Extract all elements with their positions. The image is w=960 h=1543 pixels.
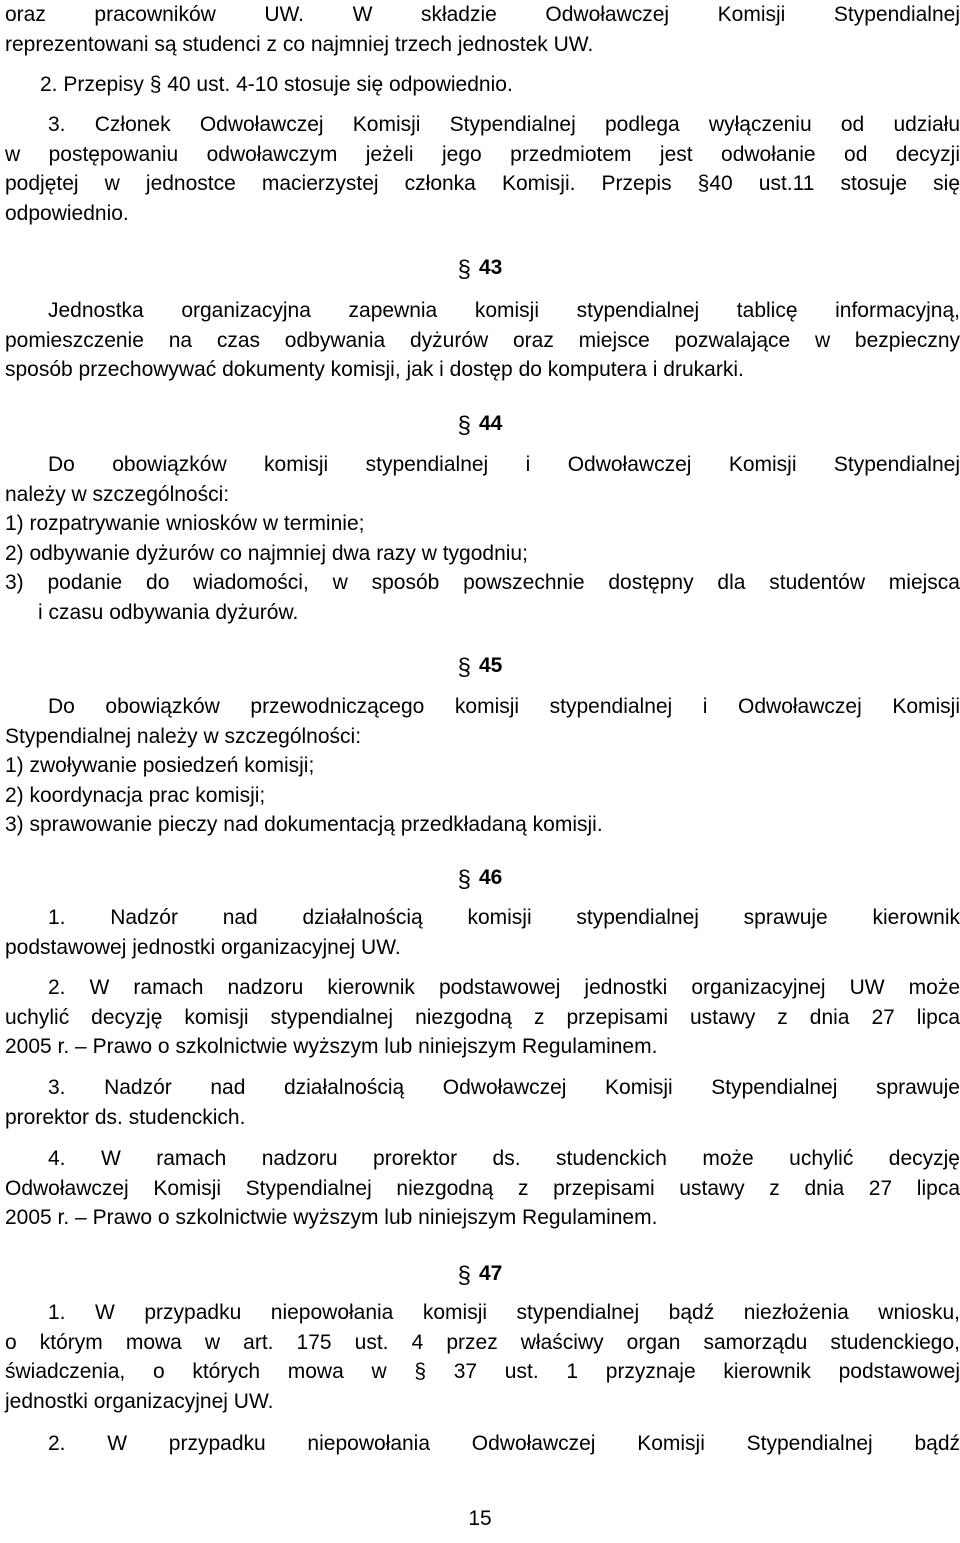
text-line: 2. Przepisy § 40 ust. 4-10 stosuje się odpowiednio. bbox=[40, 73, 513, 96]
text-line: podstawowej jednostki organizacyjnej UW. bbox=[5, 935, 401, 959]
text-line: reprezentowani są studenci z co najmniej trzech jednostek UW. bbox=[5, 32, 594, 56]
text-line: Do obowiązków komisji stypendialnej i Odwoławczej Komisji Stypendialnej bbox=[48, 453, 960, 476]
text-line: 2005 r. – Prawo o szkolnictwie wyższym lub niniejszym Regulaminem. bbox=[5, 1206, 658, 1229]
paragraph-46-4 bbox=[5, 1144, 960, 1233]
section-symbol: § bbox=[457, 412, 471, 439]
text-line: należy w szczególności: bbox=[5, 482, 230, 506]
paragraph-intro-3 bbox=[5, 110, 960, 228]
list-item: 3) sprawowanie pieczy nad dokumentacją przedkładaną komisji. bbox=[5, 813, 603, 836]
section-symbol: § bbox=[457, 866, 471, 893]
section-number: 45 bbox=[479, 654, 503, 677]
paragraph-47-1 bbox=[5, 1298, 960, 1416]
list-item: 2) odbywanie dyżurów co najmniej dwa razy w tygodniu; bbox=[5, 541, 528, 565]
text-line: oraz pracowników UW. W składzie Odwoławczej Komisji Stypendialnej bbox=[5, 3, 960, 26]
section-heading-45 bbox=[0, 650, 960, 681]
paragraph-46-1 bbox=[5, 903, 960, 962]
paragraph-43 bbox=[5, 296, 960, 385]
page-number: 15 bbox=[468, 1507, 492, 1530]
section-heading-43 bbox=[0, 252, 960, 283]
paragraph-47-2 bbox=[5, 1429, 960, 1459]
text-line: sposób przechowywać dokumenty komisji, jak i dostęp do komputera i drukarki. bbox=[5, 358, 744, 381]
text-line: 3. Nadzór nad działalnością Odwoławczej Komisji Stypendialnej sprawuje bbox=[48, 1076, 960, 1099]
section-heading-44 bbox=[0, 408, 960, 439]
text-line: jednostki organizacyjnej UW. bbox=[5, 1389, 274, 1413]
text-line: Do obowiązków przewodniczącego komisji stypendialnej i Odwoławczej Komisji bbox=[48, 695, 960, 718]
paragraph-intro-2 bbox=[40, 70, 940, 100]
text-line: Jednostka organizacyjna zapewnia komisji stypendialnej tablicę informacyjną, bbox=[48, 299, 960, 322]
text-line: 3. Członek Odwoławczej Komisji Stypendialnej podlega wyłączeniu od udziału bbox=[48, 113, 960, 136]
list-item: 1) rozpatrywanie wniosków w terminie; bbox=[5, 512, 365, 535]
text-line: 2. W przypadku niepowołania Odwoławczej Komisji Stypendialnej bądź bbox=[48, 1432, 960, 1455]
list-item-continuation: i czasu odbywania dyżurów. bbox=[38, 600, 299, 624]
text-line: odpowiednio. bbox=[5, 201, 129, 225]
text-line: pomieszczenie na czas odbywania dyżurów oraz miejsce pozwalające w bezpieczny bbox=[5, 328, 960, 352]
section-heading-46 bbox=[0, 862, 960, 893]
section-symbol: § bbox=[457, 256, 471, 283]
text-line: 2. W ramach nadzoru kierownik podstawowej jednostki organizacyjnej UW może bbox=[48, 976, 960, 999]
list-item: 1) zwoływanie posiedzeń komisji; bbox=[5, 754, 315, 777]
paragraph-46-3 bbox=[5, 1073, 960, 1132]
paragraph-46-2 bbox=[5, 973, 960, 1062]
section-number: 46 bbox=[479, 866, 503, 889]
text-line: 1. Nadzór nad działalnością komisji stypendialnej sprawuje kierownik bbox=[48, 906, 960, 929]
section-symbol: § bbox=[457, 654, 471, 681]
paragraph-45 bbox=[5, 692, 960, 840]
text-line: świadczenia, o których mowa w § 37 ust. 1 przyznaje kierownik podstawowej bbox=[5, 1360, 960, 1383]
text-line: uchylić decyzję komisji stypendialnej niezgodną z przepisami ustawy z dnia 27 lipca bbox=[5, 1005, 960, 1029]
paragraph-intro bbox=[5, 0, 960, 59]
section-heading-47 bbox=[0, 1258, 960, 1289]
text-line: w postępowaniu odwoławczym jeżeli jego przedmiotem jest odwołanie od decyzji bbox=[5, 142, 960, 166]
list-item: 2) koordynacja prac komisji; bbox=[5, 783, 266, 807]
list-item: 3) podanie do wiadomości, w sposób powszechnie dostępny dla studentów miejsca bbox=[5, 571, 960, 594]
section-symbol: § bbox=[457, 1262, 471, 1289]
text-line: 1. W przypadku niepowołania komisji stypendialnej bądź niezłożenia wniosku, bbox=[48, 1301, 960, 1324]
text-line: 2005 r. – Prawo o szkolnictwie wyższym lub niniejszym Regulaminem. bbox=[5, 1035, 658, 1058]
text-line: prorektor ds. studenckich. bbox=[5, 1105, 246, 1129]
section-number: 44 bbox=[479, 412, 503, 435]
text-line: Odwoławczej Komisji Stypendialnej niezgodną z przepisami ustawy z dnia 27 lipca bbox=[5, 1176, 960, 1200]
section-number: 47 bbox=[479, 1262, 503, 1285]
text-line: Stypendialnej należy w szczególności: bbox=[5, 724, 362, 748]
text-line: o którym mowa w art. 175 ust. 4 przez właściwy organ samorządu studenckiego, bbox=[5, 1330, 960, 1354]
text-line: 4. W ramach nadzoru prorektor ds. studenckich może uchylić decyzję bbox=[48, 1147, 960, 1170]
paragraph-44 bbox=[5, 450, 960, 627]
section-number: 43 bbox=[479, 256, 503, 279]
text-line: podjętej w jednostce macierzystej członka Komisji. Przepis §40 ust.11 stosuje się bbox=[5, 172, 960, 195]
